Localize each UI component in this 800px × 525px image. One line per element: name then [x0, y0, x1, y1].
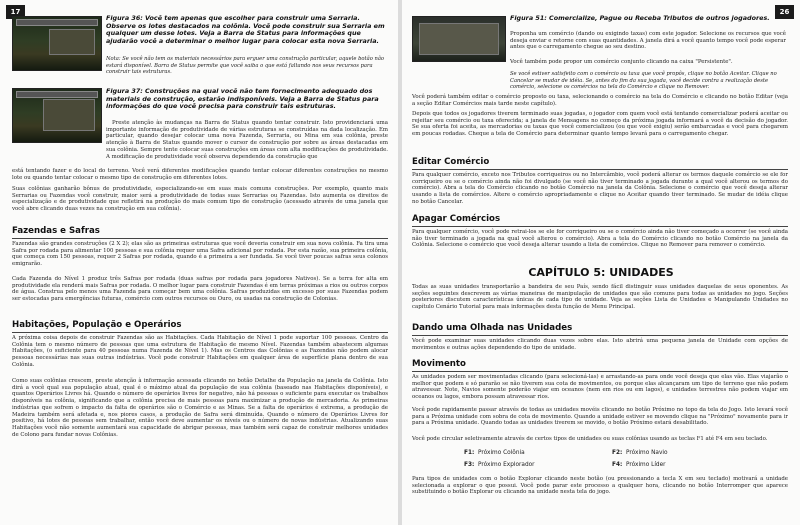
- page-number-right: 26: [775, 5, 794, 19]
- fig37-side-text: Preste atenção às mudanças na Barra de Status quando tentar construir. Isto providenciará uma importante informação de produtividade de várias estruturas se construídas na dada localização. Em particular, quando desejar colocar uma nova Fazenda, Serraria, ou Mina em sua colônia, preste atenção à Barra de Status quando mover o cursor de construção por sobre as áreas destacadas em sua colônia. Sempre tente colocar suas construções em áreas com alta modificações de produtividade. A modificação de produtividade você observa dependendo da construção que: [106, 120, 388, 160]
- habitacoes-paragraph-2: Como suas colônias crescem, preste atenção à informação acessada clicando no botão Detalhe da População na janela da Colônia. Isto dirá a você qual sua população atual, qual é o máximo atual da população de sua colônia (baseado nas Habitações disponíveis), e quantos Operários Livres há. Quando o número de operários livres for negativo, não há pessoas o suficiente para executar os trabalhos disponíveis na colônia, significando que a colônia precisa de mais pessoas para maximizar a produção de mercadoria. As primeiras indústrias que sofrem o impacto da falta de operários são o Comércio e as Minas. Se a falta de operários é extrema, a produção de Madeira também será afetada e, nos piores casos, a produção de Safra será diminuída. Quando o número de Operários Livres for positivo, há lotes de pessoas sem trabalhar, então você deve aumentar os níveis ou o número de novas indústrias. Atualizando suas Habitações você não somente aumentará sua capacidade de abrigar pessoas, mas também será capaz de construir melhores unidades de Colono para fundar novas Colônias.: [12, 378, 388, 438]
- heading-rule: [412, 169, 788, 170]
- movimento-paragraph-3: Você pode circular seletivamente através de certos tipos de unidades ou suas colônias usando as teclas F1 até F4 em seu teclado.: [412, 436, 768, 442]
- editar-paragraph: Para qualquer comércio, exceto nos Tributos corriqueiros ou no Intercâmbio, você poderá alterar os termos daquele comércio se ele for corriqueiro ou se o comércio ainda não foi divulgado (se você não tiver terminado a jogada durante a qual você alterou os termos do comércio). Abra a tela do Comércio clicando no botão Comércio na janela da Colônia. Selecione o comércio que você deseja alterar usando a lista de comércios. Altere o comércio apropriadamente e clique no Aceitar quando tiver terminado. Se mudar de idéia clique no botão Cancelar.: [412, 172, 788, 205]
- figure-37-screenshot: [12, 88, 102, 143]
- heading-rule: [412, 226, 788, 227]
- colony-window: [49, 29, 95, 55]
- olhada-paragraph: Você pode examinar suas unidades clicando duas vezes sobre elas. Isto abrirá uma pequena janela de Unidade com opções de movimentos e outras ações dependendo do tipo de unidade.: [412, 338, 788, 351]
- heading-rule: [12, 332, 388, 333]
- heading-rule: [12, 238, 388, 239]
- trade-propose-text: Proponha um comércio (dando ou exigindo taxas) com este jogador. Selecione os recursos que você deseja enviar e retorne com suas quantidades. A janela dirá a você quanto tempo você pode esperar antes que o carregamento chegue ao seu destino.: [510, 31, 786, 51]
- trade-accept-note: Se você estiver satisfeito com o comércio ou taxa que você propôs, clique no botão Aceitar. Clique no Cancelar se mudar de idéia. Se, antes do fim da sua jogada, você decide contra a realização deste comércio, selecione os comércios na tela do Comércio e clique no Remover.: [510, 71, 777, 90]
- figure-37-caption: Figura 37: Construções na qual você não tem fornecimento adequado dos materiais de construção, estarão indisponíveis. Veja a Barra de Status para informações do que você precisa para construir tais estruturas.: [106, 87, 379, 111]
- figure-51-caption: Figura 51: Comercialize, Pague ou Receba Tributos de outros jogadores.: [510, 14, 770, 22]
- intro-paragraph: Suas colônias ganharão bônus de produtividade, especializando-se em suas mais comuns construções. Por exemplo, quanto mais Serrarias ou Fazendas você construir, maior será a produtividade de todas suas Serrarias ou Fazendas. Isto aumenta os direitos de especialização e de produtividade que refletirá na produção do mais comum tipo de construção (acessado através de uma janela que você abre clicando duas vezes na construção em sua colônia).: [12, 186, 388, 213]
- key-f4: F4: Próximo Líder: [612, 462, 666, 468]
- trade-edit-paragraph: Você poderá também editar o comércio proposto ou taxa, selecionando o comércio na tela do Comércio e clicando no botão Editar (veja a seção Editar Comércios mais tarde neste capítulo).: [412, 94, 788, 107]
- toolbar-strip: [16, 91, 98, 98]
- trade-window: [419, 23, 499, 55]
- figure-51-screenshot: [412, 16, 506, 62]
- heading-habitacoes: Habitações, População e Operários: [12, 320, 182, 330]
- heading-rule: [412, 335, 788, 336]
- chapter-intro: Todas as suas unidades transportarão a bandeira de seu País, sendo fácil distinguir suas unidades daquelas de seus oponentes. As seções seguintes descrevem as várias maneiras de manipulação de unidades que são comuns para todas as unidades no jogo. Seções posteriores discutem características únicas de cada tipo de unidade. Veja as seções Lista de Unidades e Manipulando Unidades no capítulo Cenário Tutorial para mais informações desta função de Menu Principal.: [412, 284, 788, 311]
- heading-movimento: Movimento: [412, 359, 466, 369]
- heading-fazendas: Fazendas e Safras: [12, 226, 100, 236]
- movimento-paragraph-4: Para tipos de unidades com o botão Explorar clicando neste botão (ou pressionando a tecla X em seu teclado) motivará a unidade selecionada a explorar o que possui. Você pode parar este processo a qualquer hora, clicando no botão Interromper que aparece substituindo o botão Explorar ou clicando na unidade nesta tela do jogo.: [412, 476, 788, 496]
- left-page: [0, 0, 398, 525]
- key-f2: F2: Próximo Navio: [612, 450, 668, 456]
- right-page: [402, 0, 800, 525]
- habitacoes-paragraph-1: A próxima coisa depois de construir Fazendas são as Habitações. Cada Habitação de Nível 1 pode suportar 100 pessoas. Centro da Colônia tem o mesmo número de pessoas que uma estrutura de Habitação de mesmo Nível. Fazendas também abastecem algumas Habitações, (o suficiente para 40 pessoas numa Fazenda de Nível 1). Mas os Centros das Colônias e as Fazendas não podem alocar pessoas necessárias nas suas outras indústrias. Você pode construir Habitações em qualquer área de superfície plana dentro de sua Colônia.: [12, 335, 388, 368]
- trade-result-paragraph: Depois que todos os jogadores tiverem terminado suas jogadas, o jogador com quem você está tentando comercializar poderá aceitar ou rejeitar seu comércio ou taxa oferecida; a janela de Mensagens no começo da próxima jogada informará a você da decisão do jogador. Se sua oferta foi aceita, as mercadorias ou taxas que você comercializou (ou que você exigiu) serão embarcadas e você para chegarem em poucas rodadas. Cheque a tela de Comércio para determinar quanto tempo levará para o carregamento chegar.: [412, 111, 788, 138]
- heading-olhada-unidades: Dando uma Olhada nas Unidades: [412, 323, 573, 333]
- function-key-list: [402, 448, 800, 470]
- fig37-full-text: está tentando fazer e do local do terreno. Você verá diferentes modificações quando tentar colocar diferentes construções no mesmo lote ou quando tentar colocar o mesmo tipo de construção em diferentes lotes.: [12, 168, 388, 181]
- apagar-paragraph: Para qualquer comércio, você pode retrai-los se ele for corriqueiro ou se o comércio ainda não tiver começado a ocorrer (se você ainda não tiver terminado a jogada na qual você alterou o comércio). Abra a tela do Comércio clicando no botão Comércio na janela da Colônia. Selecione o comércio que você deseja alterar usando a lista de comércios. Clique no Remover para remover o comércio.: [412, 229, 788, 249]
- note-materials: Nota: Se você não tem os materiais necessários para erguer uma construção particular, aquele botão não estará disponível. Barra de Status permite que você saiba o que está faltando nos seus recursos para construir tais estruturas.: [106, 56, 385, 75]
- page-number-left: 17: [6, 5, 25, 19]
- heading-editar-comercio: Editar Comércio: [412, 157, 490, 167]
- colony-window: [43, 99, 95, 131]
- fazendas-paragraph-2: Cada Fazenda do Nível 1 produz três Safras por rodada (duas safras por rodada para jogadores Nativos). Se a terra for alta em produtividade ela renderá mais Safras por rodada. O melhor lugar para construir Fazendas é em terras próximas a rios ou outros corpos de água. Construa pelo menos uma Fazenda para começar bem uma colônia. Safras produzidas em excesso por suas Fazendas podem ser estocadas para emergências futuras, comércio com outros recursos ou Ouro, ou usadas na construção de Colonias.: [12, 276, 388, 303]
- heading-apagar-comercios: Apagar Comércios: [412, 214, 501, 224]
- heading-rule: [412, 371, 788, 372]
- figure-36-caption: Figura 36: Você tem apenas que escolher para construir uma Serraria. Observe os lotes destacados na colônia. Você pode construir sua Serraria em qualquer um desse lotes. Veja a Barra de Status para informações que ajudarão você a determinar o melhor lugar para colocar esta nova Serraria.: [106, 14, 385, 45]
- trade-persistent-text: Você também pode propor um comércio conjunto clicando na caixa "Persistente".: [510, 59, 733, 65]
- key-f1: F1: Próximo Colônia: [464, 450, 525, 456]
- fazendas-paragraph-1: Fazendas são grandes construções (2 X 2); elas são as primeiras estruturas que você deveria construir em sua nova colônia. Fa tira uma Safra por rodada para alimentar 100 pessoas e sua colônia requer uma Safra adicional por rodada. Por esta razão, sua primeira colônia, que começa com 150 pessoas, requer 2 Safras por rodada, quando é a primeira a ser fundada. Se você tiver poucas safras seus colonos emigrarão.: [12, 241, 388, 268]
- chapter-title: CAPÍTULO 5: UNIDADES: [528, 266, 674, 279]
- figure-36-screenshot: [12, 16, 102, 71]
- toolbar-strip: [16, 19, 98, 26]
- movimento-paragraph-1: As unidades podem ser movimentadas clicando (para selecioná-las) e arrastando-as para onde você deseja que elas vão. Elas viajarão o melhor que podem e só pararão se não tiverem sua cota de movimentos, ou porque elas alcançaram um tipo de terreno que não podem atravessar. Note, Navios somente poderão viajar em oceanos (nem em rios ou em lagos), e unidades terrestres não podem viajar em oceanos ou lagos, embora possam atravessar rios.: [412, 374, 788, 401]
- key-f3: F3: Próximo Explorador: [464, 462, 535, 468]
- movimento-paragraph-2: Você pode rapidamente passar através de todas as unidades movéis clicando no botão Próximo no topo da tela do Jogo. Isto levará você para a Próxima unidade com sobra de cota de movimento. Quando a unidade estiver se movendo clique na "Próximo" novamente para ir para a Próxima unidade. Quando todas as unidades tiverem se movido, o botão Próximo estará desabilitado.: [412, 407, 788, 427]
